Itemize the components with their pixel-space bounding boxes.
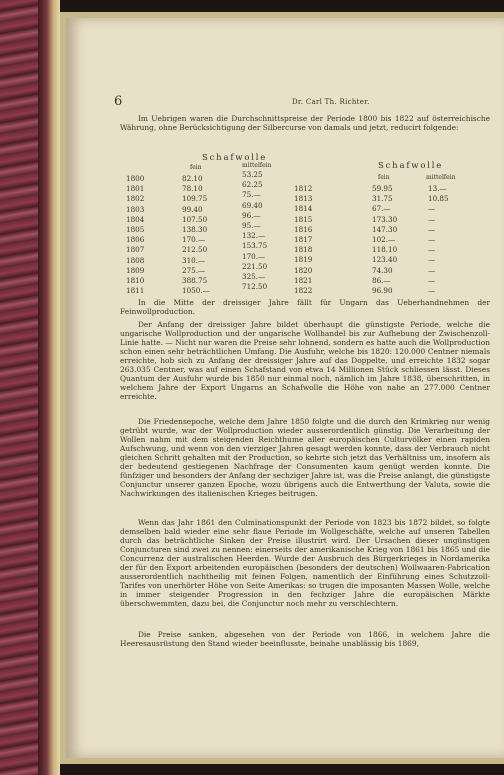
table-title-right: Schafwolle: [378, 161, 444, 171]
left-mittel-cell: 95.—: [242, 221, 261, 231]
left-year-cell: 1807: [126, 245, 145, 255]
left-fein-cell: 170.—: [182, 235, 206, 245]
left-mittel-cell: 96.—: [242, 210, 261, 220]
binding-edge: [38, 0, 60, 775]
right-mittel-cell: —: [428, 245, 436, 255]
left-year-cell: 1802: [126, 194, 145, 204]
right-fein-cell: 118.10: [372, 245, 398, 255]
right-fein-cell: 86.—: [372, 275, 391, 285]
left-fein-cell: 107.50: [182, 214, 208, 224]
right-fein-cell: 31.75: [372, 194, 393, 204]
right-fein-cell: 147.30: [372, 224, 398, 234]
left-fein-cell: 82.10: [182, 174, 203, 183]
left-fein-cell: 275.—: [182, 265, 206, 275]
left-year-cell: 1811: [126, 286, 145, 296]
years-column-right: [294, 184, 312, 296]
years-column-left: [126, 174, 144, 296]
left-fein-cell: 310.—: [182, 255, 206, 265]
label-mittelfein-left: mittelfein: [242, 162, 272, 169]
page-number: 6: [114, 94, 123, 109]
right-mittel-cell: —: [428, 204, 436, 214]
left-year-cell: 1809: [126, 265, 145, 275]
right-fein-cell: 123.40: [372, 255, 398, 265]
left-fein-cell: 78.10: [182, 184, 203, 194]
mittelfein-column-left: [242, 170, 267, 292]
left-year-cell: 1801: [126, 184, 145, 194]
left-fein-cell: 212.50: [182, 245, 208, 255]
left-mittel-cell: 132.—: [242, 231, 266, 241]
left-mittel-cell: 325.—: [242, 272, 266, 282]
left-mittel-cell: 712.50: [242, 282, 268, 292]
right-mittel-cell: —: [428, 224, 436, 234]
left-fein-cell: 99.40: [182, 204, 203, 214]
right-fein-cell: 67.—: [372, 204, 391, 214]
intro-paragraph: Im Uebrigen waren die Durchschnittspreise der Periode 1800 bis 1822 auf österreichische Währung, ohne Berücksichtigung der Silbercurse von damals und jetzt, reducirt folgende:: [120, 114, 490, 132]
left-year-cell: 1808: [126, 255, 145, 265]
left-fein-cell: 388.75: [182, 276, 208, 286]
left-fein-cell: 109.75: [182, 194, 208, 204]
fein-column-right: [372, 184, 397, 296]
right-mittel-cell: —: [428, 255, 436, 265]
paragraph-5: Wenn das Jahr 1861 den Culminationspunkt der Periode von 1823 bis 1872 bildet, so folgte demselben bald wieder eine sehr flaue Periode im Wollgeschäfte, welche auf unseren Tabellen durch das beträchtliche Sinken der Preise illustrirt wird. Der Ursachen dieser ungünstigen Conjuncturen sind zwei zu nennen: einerseits der amerikanische Krieg von 1861 bis 1865 und die Concurrenz der australischen Heerden. Wurde der Ausbruch des Bürgerkrieges in Nordamerika der für den Export arbeitenden europäischen (besonders der deutschen) Wollwaaren-Fabrication ausserordentlich nachtheilig mit feinen Folgen, namentlich der Einführung eines Schutzzoll-Tarifes von unerhörter Höhe von Seite Amerikas: so trugen die imposanten Massen Wolle, welche in immer steigender Progression in den fechziger Jahre die europäischen Märkte überschwemmten, dazu bei, die Conjunctur noch mehr zu verschlechtern.: [120, 518, 490, 608]
right-year-cell: 1813: [294, 194, 313, 204]
fein-column-left: [182, 174, 210, 296]
right-mittel-cell: —: [428, 265, 436, 275]
left-fein-cell: 138.30: [182, 225, 208, 235]
running-head: Dr. Carl Th. Richter.: [292, 98, 370, 106]
left-fein-cell: 1050.—: [182, 286, 210, 296]
right-fein-cell: 173.30: [372, 214, 398, 224]
right-year-cell: 1821: [294, 275, 313, 285]
page-header: [114, 94, 504, 110]
right-year-cell: 1815: [294, 214, 313, 224]
left-year-cell: 1804: [126, 214, 145, 224]
right-year-cell: 1819: [294, 255, 313, 265]
left-mittel-cell: 221.50: [242, 261, 268, 271]
right-mittel-cell: —: [428, 235, 436, 245]
right-year-cell: 1818: [294, 245, 313, 255]
right-year-cell: 1817: [294, 235, 313, 245]
mittelfein-column-right: [428, 184, 449, 296]
left-mittel-cell: 170.—: [242, 251, 266, 261]
left-mittel-cell: 62.25: [242, 180, 263, 190]
label-fein-right: fein: [378, 174, 390, 181]
paragraph-6: Die Preise sanken, abgesehen von der Periode von 1866, in welchem Jahre die Heeresausrüstung den Stand wieder beeinflusste, beinahe unablässig bis 1869,: [120, 630, 490, 648]
right-year-cell: 1820: [294, 265, 313, 275]
right-fein-cell: 59.95: [372, 184, 393, 193]
right-year-cell: 1822: [294, 286, 313, 296]
label-fein-left: fein: [190, 164, 202, 171]
left-year-cell: 1800: [126, 174, 145, 183]
right-year-cell: 1814: [294, 204, 313, 214]
right-year-cell: 1816: [294, 224, 313, 234]
paragraph-4: Die Friedensepoche, welche dem Jahre 1850 folgte und die durch den Krimkrieg nur wenig getrübt wurde, war der Wollproduction wieder ausserordentlich günstig. Die Verarbeitung der Wollen nahm mit dem steigenden Reichthume aller europäischen Culturvölker einen rapiden Aufschwung, und wenn von den vierziger Jahren gesagt werden konnte, dass der Verbrauch nicht gleichen Schritt gehalten mit der Production, so kehrte sich jetzt das Verhältniss um, insofern als der bedeutend gestiegenen Nachfrage der Consumenten kaum genügt werden konnte. Die fünfziger und besonders der Anfang der sechziger Jahre ist, was die Preise anlangt, die günstigste Conjunctur unserer ganzen Epoche, wozu übrigens auch die Entwerthung der Valuta, sowie die Nachwirkungen des italienischen Krieges beitrugen.: [120, 417, 490, 498]
left-year-cell: 1810: [126, 276, 145, 286]
left-year-cell: 1805: [126, 225, 145, 235]
table-title-left: Schafwolle: [202, 153, 268, 163]
right-fein-cell: 102.—: [372, 235, 396, 245]
right-mittel-cell: —: [428, 214, 436, 224]
right-mittel-cell: 13.—: [428, 184, 447, 193]
right-fein-cell: 74.30: [372, 265, 393, 275]
left-mittel-cell: 75.—: [242, 190, 261, 200]
label-mittelfein-right: mittelfein: [426, 174, 456, 181]
book-page: [66, 18, 504, 758]
paragraph-3: Der Anfang der dreissiger Jahre bildet überhaupt die günstigste Periode, welche die ungarische Wollproduction und der ungarische Wollhandel bis zur Aufhebung der Zwischenzoll-Linie hatte. — Nicht nur waren die Preise sehr lohnend, sondern es hatte auch die Wollproduction schon einen sehr beträchtlichen Umfang. Die Ausfuhr, welche bis 1820: 120.000 Centner niemals erreichte, hob sich zu Anfang der dreissiger Jahre auf das Doppelte, und erreichte 1832 sogar 263.035 Centner, was auf einen Schafstand von etwa 14 Millionen Stück schliessen lässt. Dieses Quantum der Ausfuhr wurde bis 1850 nur einmal noch, nämlich im Jahre 1838, überschritten, in welchem Jahre der Export Ungarns an Schafwolle die Höhe von nahe an 277.000 Centner erreichte.: [120, 320, 490, 401]
left-mittel-cell: 153.75: [242, 241, 268, 251]
right-mittel-cell: 10.85: [428, 194, 449, 204]
paragraph-2: In die Mitte der dreissiger Jahre fällt für Ungarn das Ueberhandnehmen der Feinwollproduction.: [120, 298, 490, 316]
left-mittel-cell: 69.40: [242, 200, 263, 210]
left-mittel-cell: 53.25: [242, 170, 263, 179]
right-mittel-cell: —: [428, 286, 436, 296]
right-year-cell: 1812: [294, 184, 313, 193]
left-year-cell: 1806: [126, 235, 145, 245]
right-fein-cell: 96.90: [372, 286, 393, 296]
left-year-cell: 1803: [126, 204, 145, 214]
right-mittel-cell: —: [428, 275, 436, 285]
